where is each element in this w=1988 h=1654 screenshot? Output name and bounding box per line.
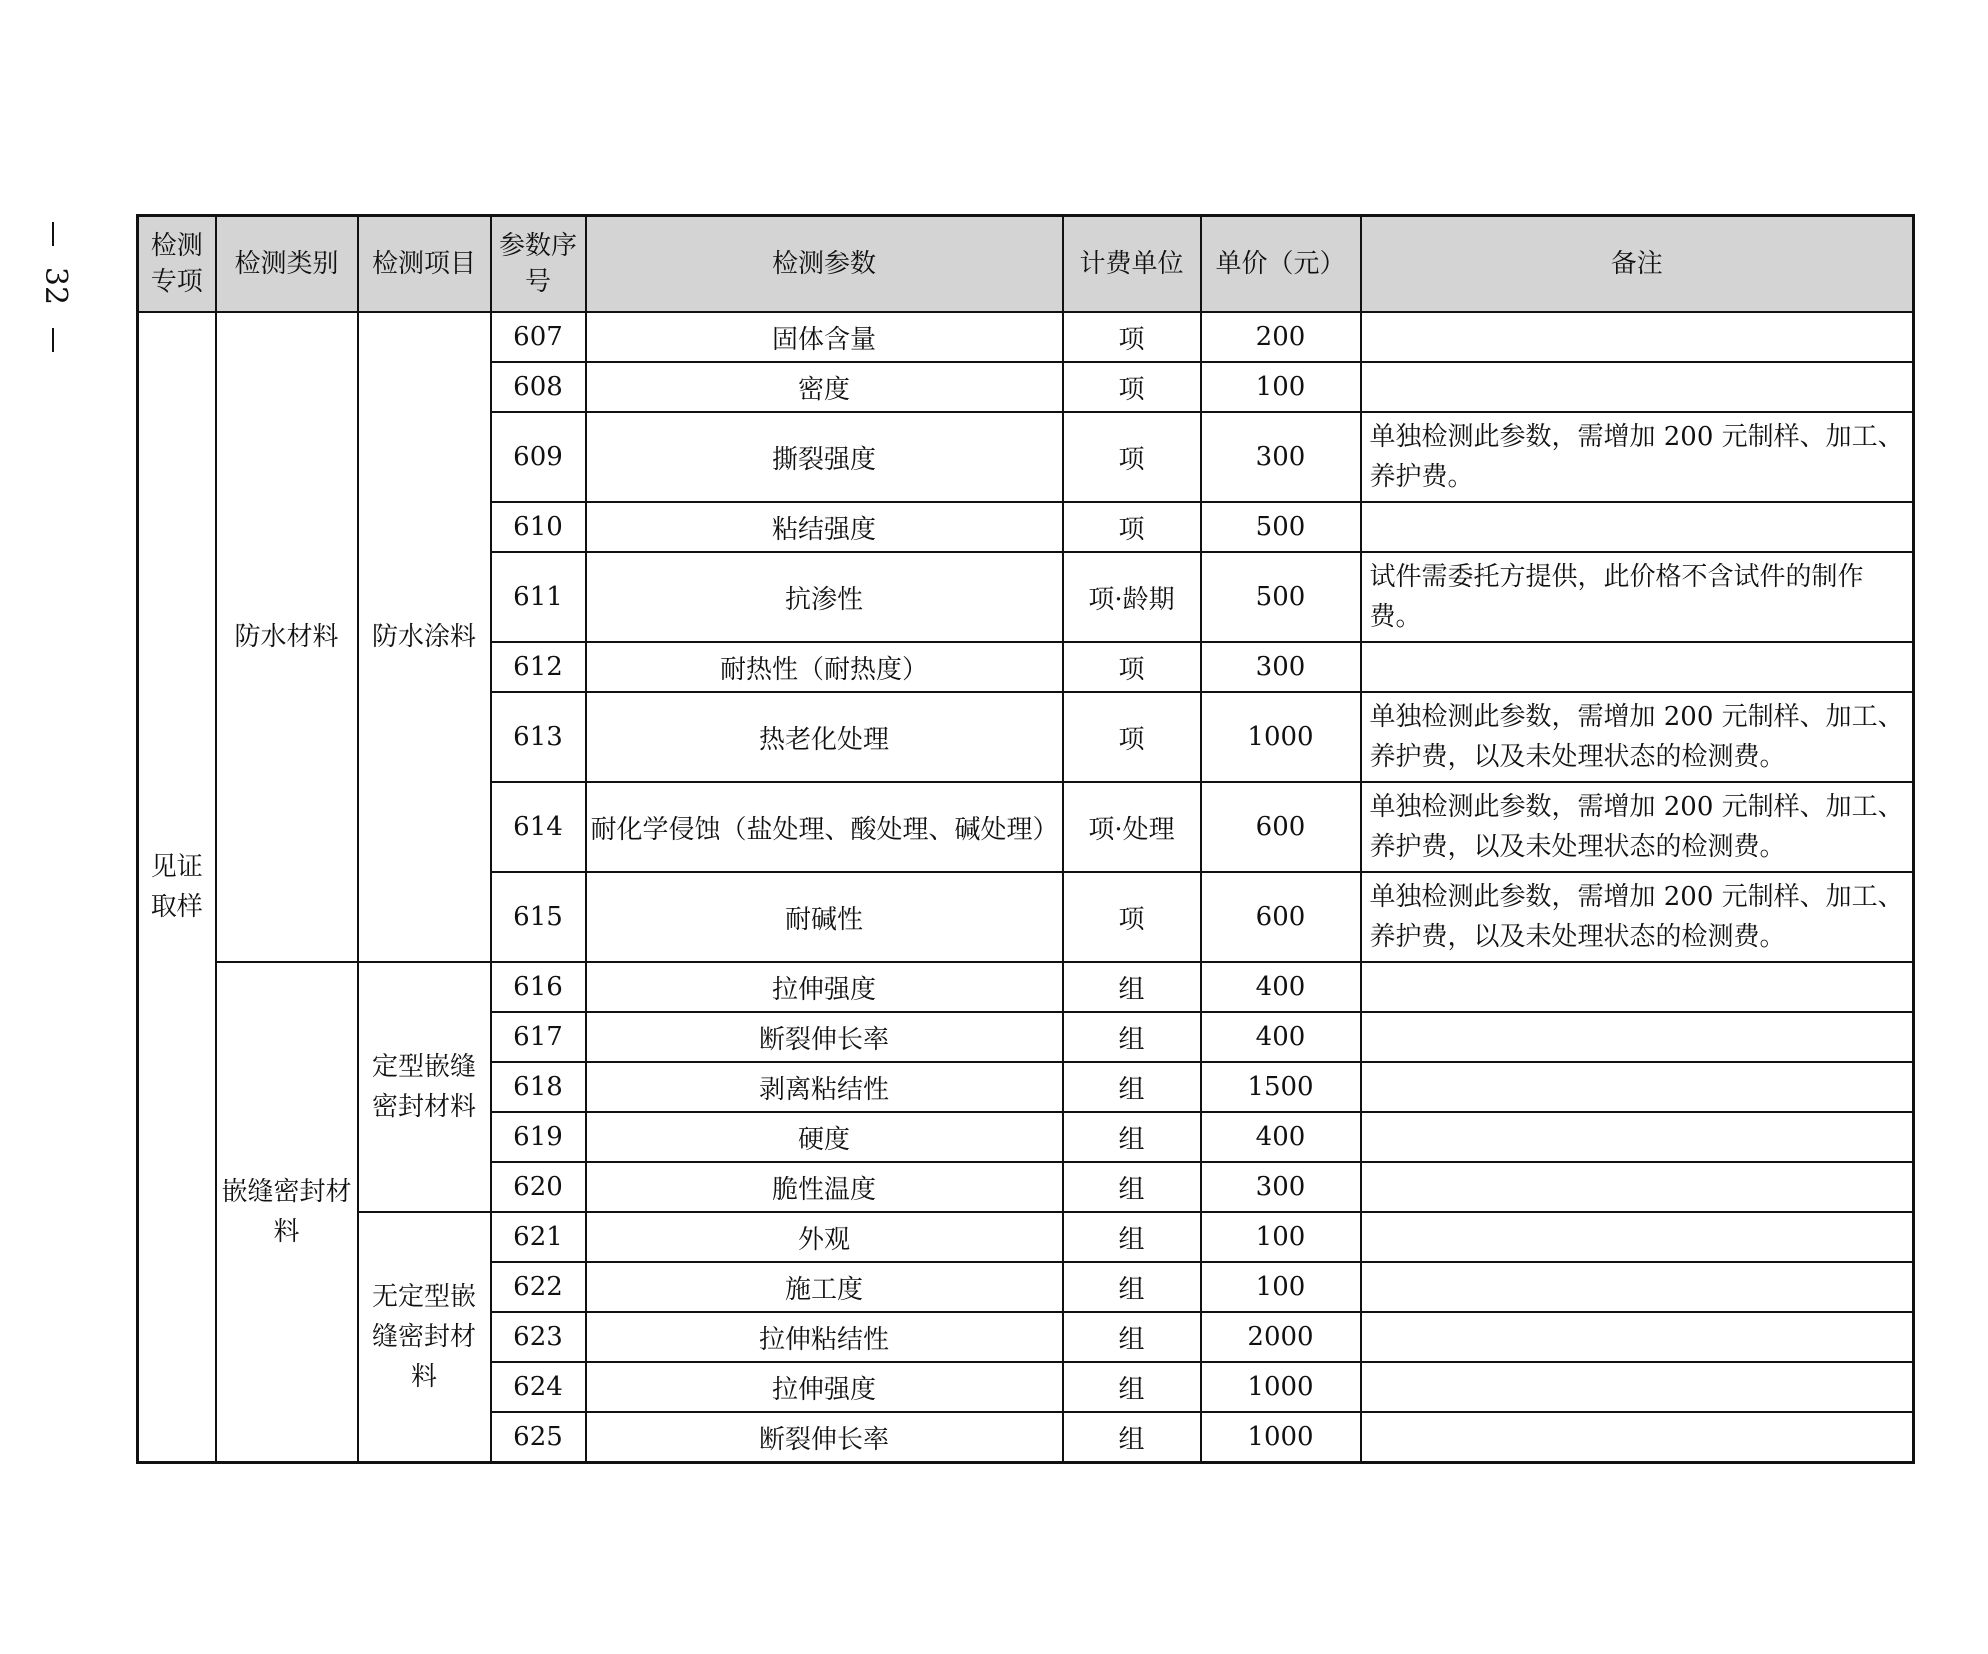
seq-cell: 611 [491, 552, 586, 642]
unit-cell: 组 [1063, 1162, 1201, 1212]
seq-cell: 619 [491, 1112, 586, 1162]
header-seq: 参数序号 [491, 216, 586, 313]
seq-cell: 607 [491, 312, 586, 362]
param-cell: 硬度 [586, 1112, 1063, 1162]
seq-cell: 608 [491, 362, 586, 412]
unit-cell: 项 [1063, 362, 1201, 412]
category-cell-sealing: 嵌缝密封材料 [216, 962, 358, 1463]
seq-cell: 609 [491, 412, 586, 502]
unit-cell: 项 [1063, 872, 1201, 962]
param-cell: 拉伸粘结性 [586, 1312, 1063, 1362]
unit-cell: 项 [1063, 642, 1201, 692]
seq-cell: 618 [491, 1062, 586, 1112]
unit-cell: 组 [1063, 1262, 1201, 1312]
seq-cell: 623 [491, 1312, 586, 1362]
remark-cell [1361, 1012, 1914, 1062]
param-cell: 撕裂强度 [586, 412, 1063, 502]
table-row [138, 1212, 1914, 1262]
seq-cell: 613 [491, 692, 586, 782]
price-cell: 1000 [1201, 692, 1361, 782]
remark-cell [1361, 1262, 1914, 1312]
unit-cell: 项·处理 [1063, 782, 1201, 872]
header-item: 检测项目 [358, 216, 491, 313]
remark-cell [1361, 642, 1914, 692]
header-price: 单价（元） [1201, 216, 1361, 313]
remark-cell: 单独检测此参数，需增加 200 元制样、加工、养护费，以及未处理状态的检测费。 [1361, 692, 1914, 782]
seq-cell: 624 [491, 1362, 586, 1412]
param-cell: 粘结强度 [586, 502, 1063, 552]
price-cell: 100 [1201, 362, 1361, 412]
price-cell: 1000 [1201, 1412, 1361, 1463]
param-cell: 施工度 [586, 1262, 1063, 1312]
price-cell: 400 [1201, 962, 1361, 1012]
price-cell: 600 [1201, 872, 1361, 962]
param-cell: 耐化学侵蚀（盐处理、酸处理、碱处理） [586, 782, 1063, 872]
price-cell: 400 [1201, 1012, 1361, 1062]
remark-cell [1361, 1312, 1914, 1362]
price-cell: 2000 [1201, 1312, 1361, 1362]
param-cell: 脆性温度 [586, 1162, 1063, 1212]
seq-cell: 622 [491, 1262, 586, 1312]
param-cell: 断裂伸长率 [586, 1412, 1063, 1463]
unit-cell: 组 [1063, 1212, 1201, 1262]
page-number-dash-bottom [52, 328, 54, 352]
item-cell-unshaped: 无定型嵌缝密封材料 [358, 1212, 491, 1463]
param-cell: 断裂伸长率 [586, 1012, 1063, 1062]
page-number [30, 222, 80, 352]
header-unit: 计费单位 [1063, 216, 1201, 313]
param-cell: 拉伸强度 [586, 962, 1063, 1012]
param-cell: 耐热性（耐热度） [586, 642, 1063, 692]
header-category: 检测类别 [216, 216, 358, 313]
unit-cell: 项 [1063, 692, 1201, 782]
unit-cell: 项 [1063, 412, 1201, 502]
seq-cell: 612 [491, 642, 586, 692]
unit-cell: 组 [1063, 1362, 1201, 1412]
remark-cell [1361, 1412, 1914, 1463]
seq-cell: 617 [491, 1012, 586, 1062]
table-header-row [138, 216, 1914, 313]
unit-cell: 组 [1063, 1012, 1201, 1062]
price-cell: 300 [1201, 1162, 1361, 1212]
price-cell: 100 [1201, 1262, 1361, 1312]
remark-cell: 试件需委托方提供，此价格不含试件的制作费。 [1361, 552, 1914, 642]
remark-cell [1361, 1112, 1914, 1162]
item-cell-coating: 防水涂料 [358, 312, 491, 962]
param-cell: 固体含量 [586, 312, 1063, 362]
unit-cell: 组 [1063, 1412, 1201, 1463]
item-cell-shaped: 定型嵌缝密封材料 [358, 962, 491, 1212]
unit-cell: 组 [1063, 1112, 1201, 1162]
table-row [138, 312, 1914, 362]
unit-cell: 组 [1063, 962, 1201, 1012]
remark-cell [1361, 1062, 1914, 1112]
price-cell: 400 [1201, 1112, 1361, 1162]
special-cell: 见证取样 [138, 312, 216, 1463]
seq-cell: 614 [491, 782, 586, 872]
param-cell: 耐碱性 [586, 872, 1063, 962]
remark-cell: 单独检测此参数，需增加 200 元制样、加工、养护费。 [1361, 412, 1914, 502]
unit-cell: 组 [1063, 1062, 1201, 1112]
price-cell: 1500 [1201, 1062, 1361, 1112]
unit-cell: 项 [1063, 312, 1201, 362]
unit-cell: 组 [1063, 1312, 1201, 1362]
price-cell: 1000 [1201, 1362, 1361, 1412]
header-param: 检测参数 [586, 216, 1063, 313]
price-cell: 600 [1201, 782, 1361, 872]
seq-cell: 616 [491, 962, 586, 1012]
remark-cell [1361, 312, 1914, 362]
seq-cell: 610 [491, 502, 586, 552]
remark-cell [1361, 1162, 1914, 1212]
param-cell: 剥离粘结性 [586, 1062, 1063, 1112]
seq-cell: 620 [491, 1162, 586, 1212]
param-cell: 拉伸强度 [586, 1362, 1063, 1412]
page-number-dash-top [52, 222, 54, 246]
price-cell: 500 [1201, 552, 1361, 642]
remark-cell: 单独检测此参数，需增加 200 元制样、加工、养护费，以及未处理状态的检测费。 [1361, 782, 1914, 872]
table-body [138, 312, 1914, 1463]
seq-cell: 625 [491, 1412, 586, 1463]
category-cell-waterproof: 防水材料 [216, 312, 358, 962]
price-cell: 500 [1201, 502, 1361, 552]
param-cell: 密度 [586, 362, 1063, 412]
price-cell: 100 [1201, 1212, 1361, 1262]
remark-cell [1361, 362, 1914, 412]
seq-cell: 615 [491, 872, 586, 962]
header-remark: 备注 [1361, 216, 1914, 313]
remark-cell: 单独检测此参数，需增加 200 元制样、加工、养护费，以及未处理状态的检测费。 [1361, 872, 1914, 962]
remark-cell [1361, 1362, 1914, 1412]
unit-cell: 项·龄期 [1063, 552, 1201, 642]
table-row [138, 962, 1914, 1012]
unit-cell: 项 [1063, 502, 1201, 552]
param-cell: 抗渗性 [586, 552, 1063, 642]
page-number-value: 32 [38, 266, 73, 306]
price-cell: 300 [1201, 642, 1361, 692]
remark-cell [1361, 1212, 1914, 1262]
seq-cell: 621 [491, 1212, 586, 1262]
price-cell: 300 [1201, 412, 1361, 502]
remark-cell [1361, 502, 1914, 552]
price-cell: 200 [1201, 312, 1361, 362]
param-cell: 外观 [586, 1212, 1063, 1262]
header-special: 检测专项 [138, 216, 216, 313]
param-cell: 热老化处理 [586, 692, 1063, 782]
fee-table [136, 214, 1915, 1464]
remark-cell [1361, 962, 1914, 1012]
